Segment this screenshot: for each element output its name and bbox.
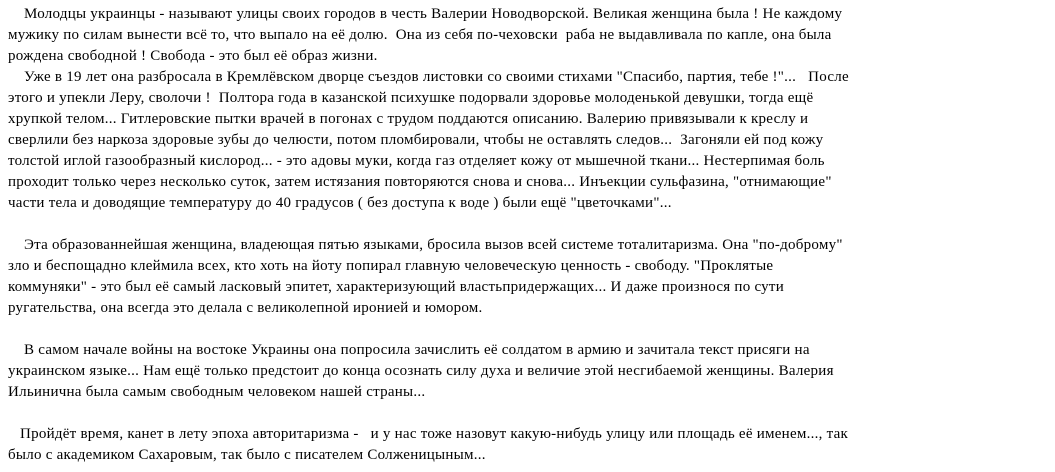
paragraph: Молодцы украинцы - называют улицы своих городов в честь Валерии Новодворской. Великая женщина была ! Не каждому мужику по силам вынести всё то, что выпало на её долю. Она из себя по-чеховски раба не выдавливала по капле, она была рождена свободной ! Свобода - это был её образ жизни.: [8, 6, 843, 64]
paragraph: В самом начале войны на востоке Украины она попросила зачислить её солдатом в армию и зачитала текст присяги на украинском языке... Нам ещё только предстоит до конца осознать силу духа и величие этой несгибаемой женщины. Валерия Ильинична была самым свободным человеком нашей страны...: [8, 342, 834, 400]
paragraph: Пройдёт время, канет в лету эпоха авторитаризма - и у нас тоже назовут какую-нибудь улицу или площадь её именем..., так было с академиком Сахаровым, так было с писателем Солженицыным...: [8, 426, 849, 463]
paragraph: Уже в 19 лет она разбросала в Кремлёвском дворце съездов листовки со своими стихами "Спасибо, партия, тебе !"... После этого и упекли Леру, сволочи ! Полтора года в казанской психушке подорвали здоровье молоденькой девушки, тогда ещё хрупкой телом... Гитлеровские пытки врачей в погонах с трудом поддаются описанию. Валерию привязывали к креслу и сверлили без наркоза здоровые зубы до челюсти, потом пломбировали, чтобы не оставлять следов... Загоняли ей под кожу толстой иглой газообразный кислород... - это адовы муки, когда газ отделяет кожу от мышечной ткани... Нестерпимая боль проходит только через несколько суток, затем истязания повторяются снова и снова... Инъекции сульфазина, "отнимающие" части тела и доводящие температуру до 40 градусов ( без доступа к воде ) были ещё "цветочками"...: [8, 69, 849, 211]
paragraph: Эта образованнейшая женщина, владеющая пятью языками, бросила вызов всей системе тоталитаризма. Она "по-доброму" зло и беспощадно клеймила всех, кто хоть на йоту попирал главную человеческую ценность - свободу. "Проклятые коммуняки" - это был её самый ласковый эпитет, характеризующий властьпридержащих... И даже произнося по сути ругательства, она всегда это делала с великолепной иронией и юмором.: [8, 237, 843, 316]
